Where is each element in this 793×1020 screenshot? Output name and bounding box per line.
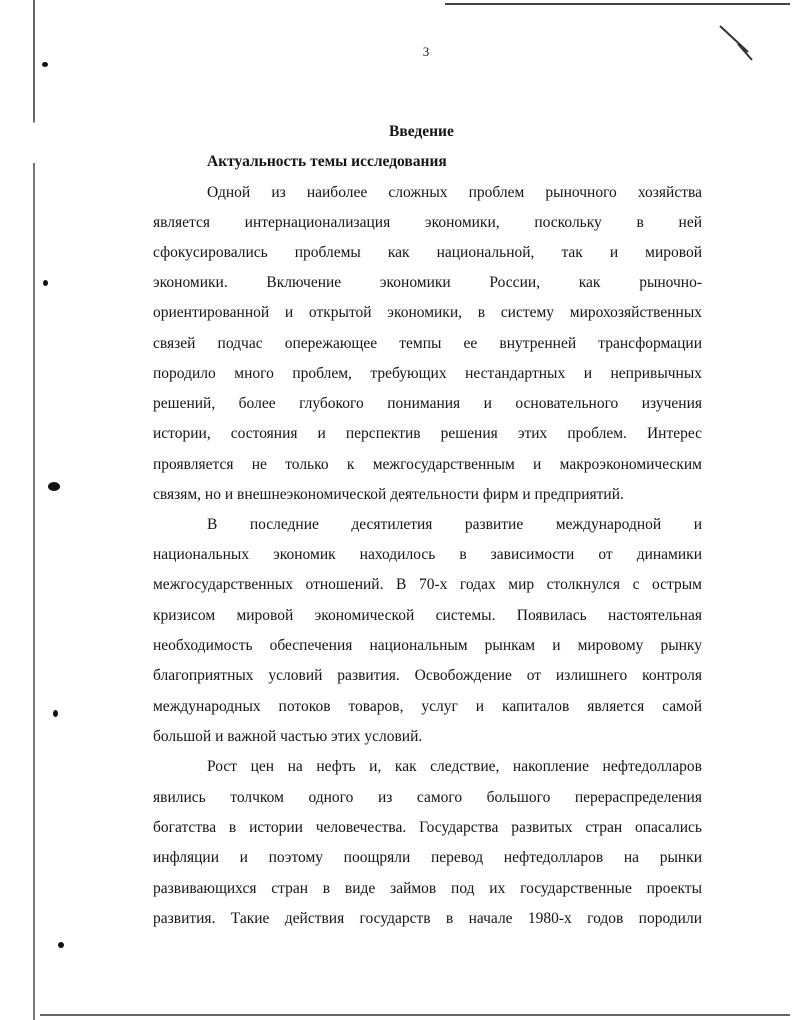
punch-hole-mark bbox=[42, 62, 48, 67]
text-line: большой и важной частью этих условий. bbox=[153, 728, 423, 745]
text-line: благоприятных условий развития. Освобождение от излишнего контроля bbox=[153, 667, 702, 684]
text-line: решений, более глубокого понимания и основательного изучения bbox=[153, 395, 702, 412]
text-line: развивающихся стран в виде займов под их государственные проекты bbox=[153, 880, 702, 897]
text-line: экономики. Включение экономики России, как рыночно- bbox=[153, 274, 702, 291]
text-line: Одной из наиболее сложных проблем рыночного хозяйства bbox=[207, 184, 702, 201]
text-line: связям, но и внешнеэкономической деятельности фирм и предприятий. bbox=[153, 486, 624, 503]
scan-left-edge bbox=[33, 0, 35, 1020]
punch-hole-mark bbox=[48, 482, 60, 491]
section-subtitle: Актуальность темы исследования bbox=[207, 153, 447, 170]
punch-hole-mark bbox=[43, 280, 48, 286]
punch-hole-mark bbox=[53, 710, 58, 717]
punch-hole-mark bbox=[58, 942, 64, 948]
text-line: проявляется не только к межгосударственным и макроэкономическим bbox=[153, 456, 702, 473]
text-line: международных потоков товаров, услуг и капиталов является самой bbox=[153, 698, 702, 715]
text-line: инфляции и поэтому поощряли перевод нефтедолларов на рынки bbox=[153, 849, 702, 866]
text-line: межгосударственных отношений. В 70-х годах мир столкнулся с острым bbox=[153, 576, 702, 593]
text-line: В последние десятилетия развитие международной и bbox=[207, 516, 702, 533]
text-line: Рост цен на нефть и, как следствие, накопление нефтедолларов bbox=[207, 758, 702, 775]
text-line: сфокусировались проблемы как национальной, так и мировой bbox=[153, 244, 702, 261]
page-number: 3 bbox=[422, 44, 430, 59]
scan-top-edge bbox=[445, 3, 790, 5]
text-line: кризисом мировой экономической системы. Появилась настоятельная bbox=[153, 607, 702, 624]
text-line: ориентированной и открытой экономики, в систему мирохозяйственных bbox=[153, 304, 702, 321]
text-line: богатства в истории человечества. Государства развитых стран опасались bbox=[153, 819, 702, 836]
text-line: является интернационализация экономики, поскольку в ней bbox=[153, 214, 702, 231]
text-line: истории, состояния и перспектив решения этих проблем. Интерес bbox=[153, 425, 702, 442]
text-line: национальных экономик находилось в зависимости от динамики bbox=[153, 546, 702, 563]
text-line: явились толчком одного из самого большого перераспределения bbox=[153, 789, 702, 806]
section-title: Введение bbox=[389, 123, 454, 140]
text-line: связей подчас опережающее темпы ее внутренней трансформации bbox=[153, 335, 702, 352]
text-line: породило много проблем, требующих нестандартных и непривычных bbox=[153, 365, 702, 382]
text-line: развития. Такие действия государств в начале 1980-х годов породили bbox=[153, 910, 702, 927]
scan-bottom-edge bbox=[40, 1014, 790, 1016]
text-line: необходимость обеспечения национальным рынкам и мировому рынку bbox=[153, 637, 702, 654]
